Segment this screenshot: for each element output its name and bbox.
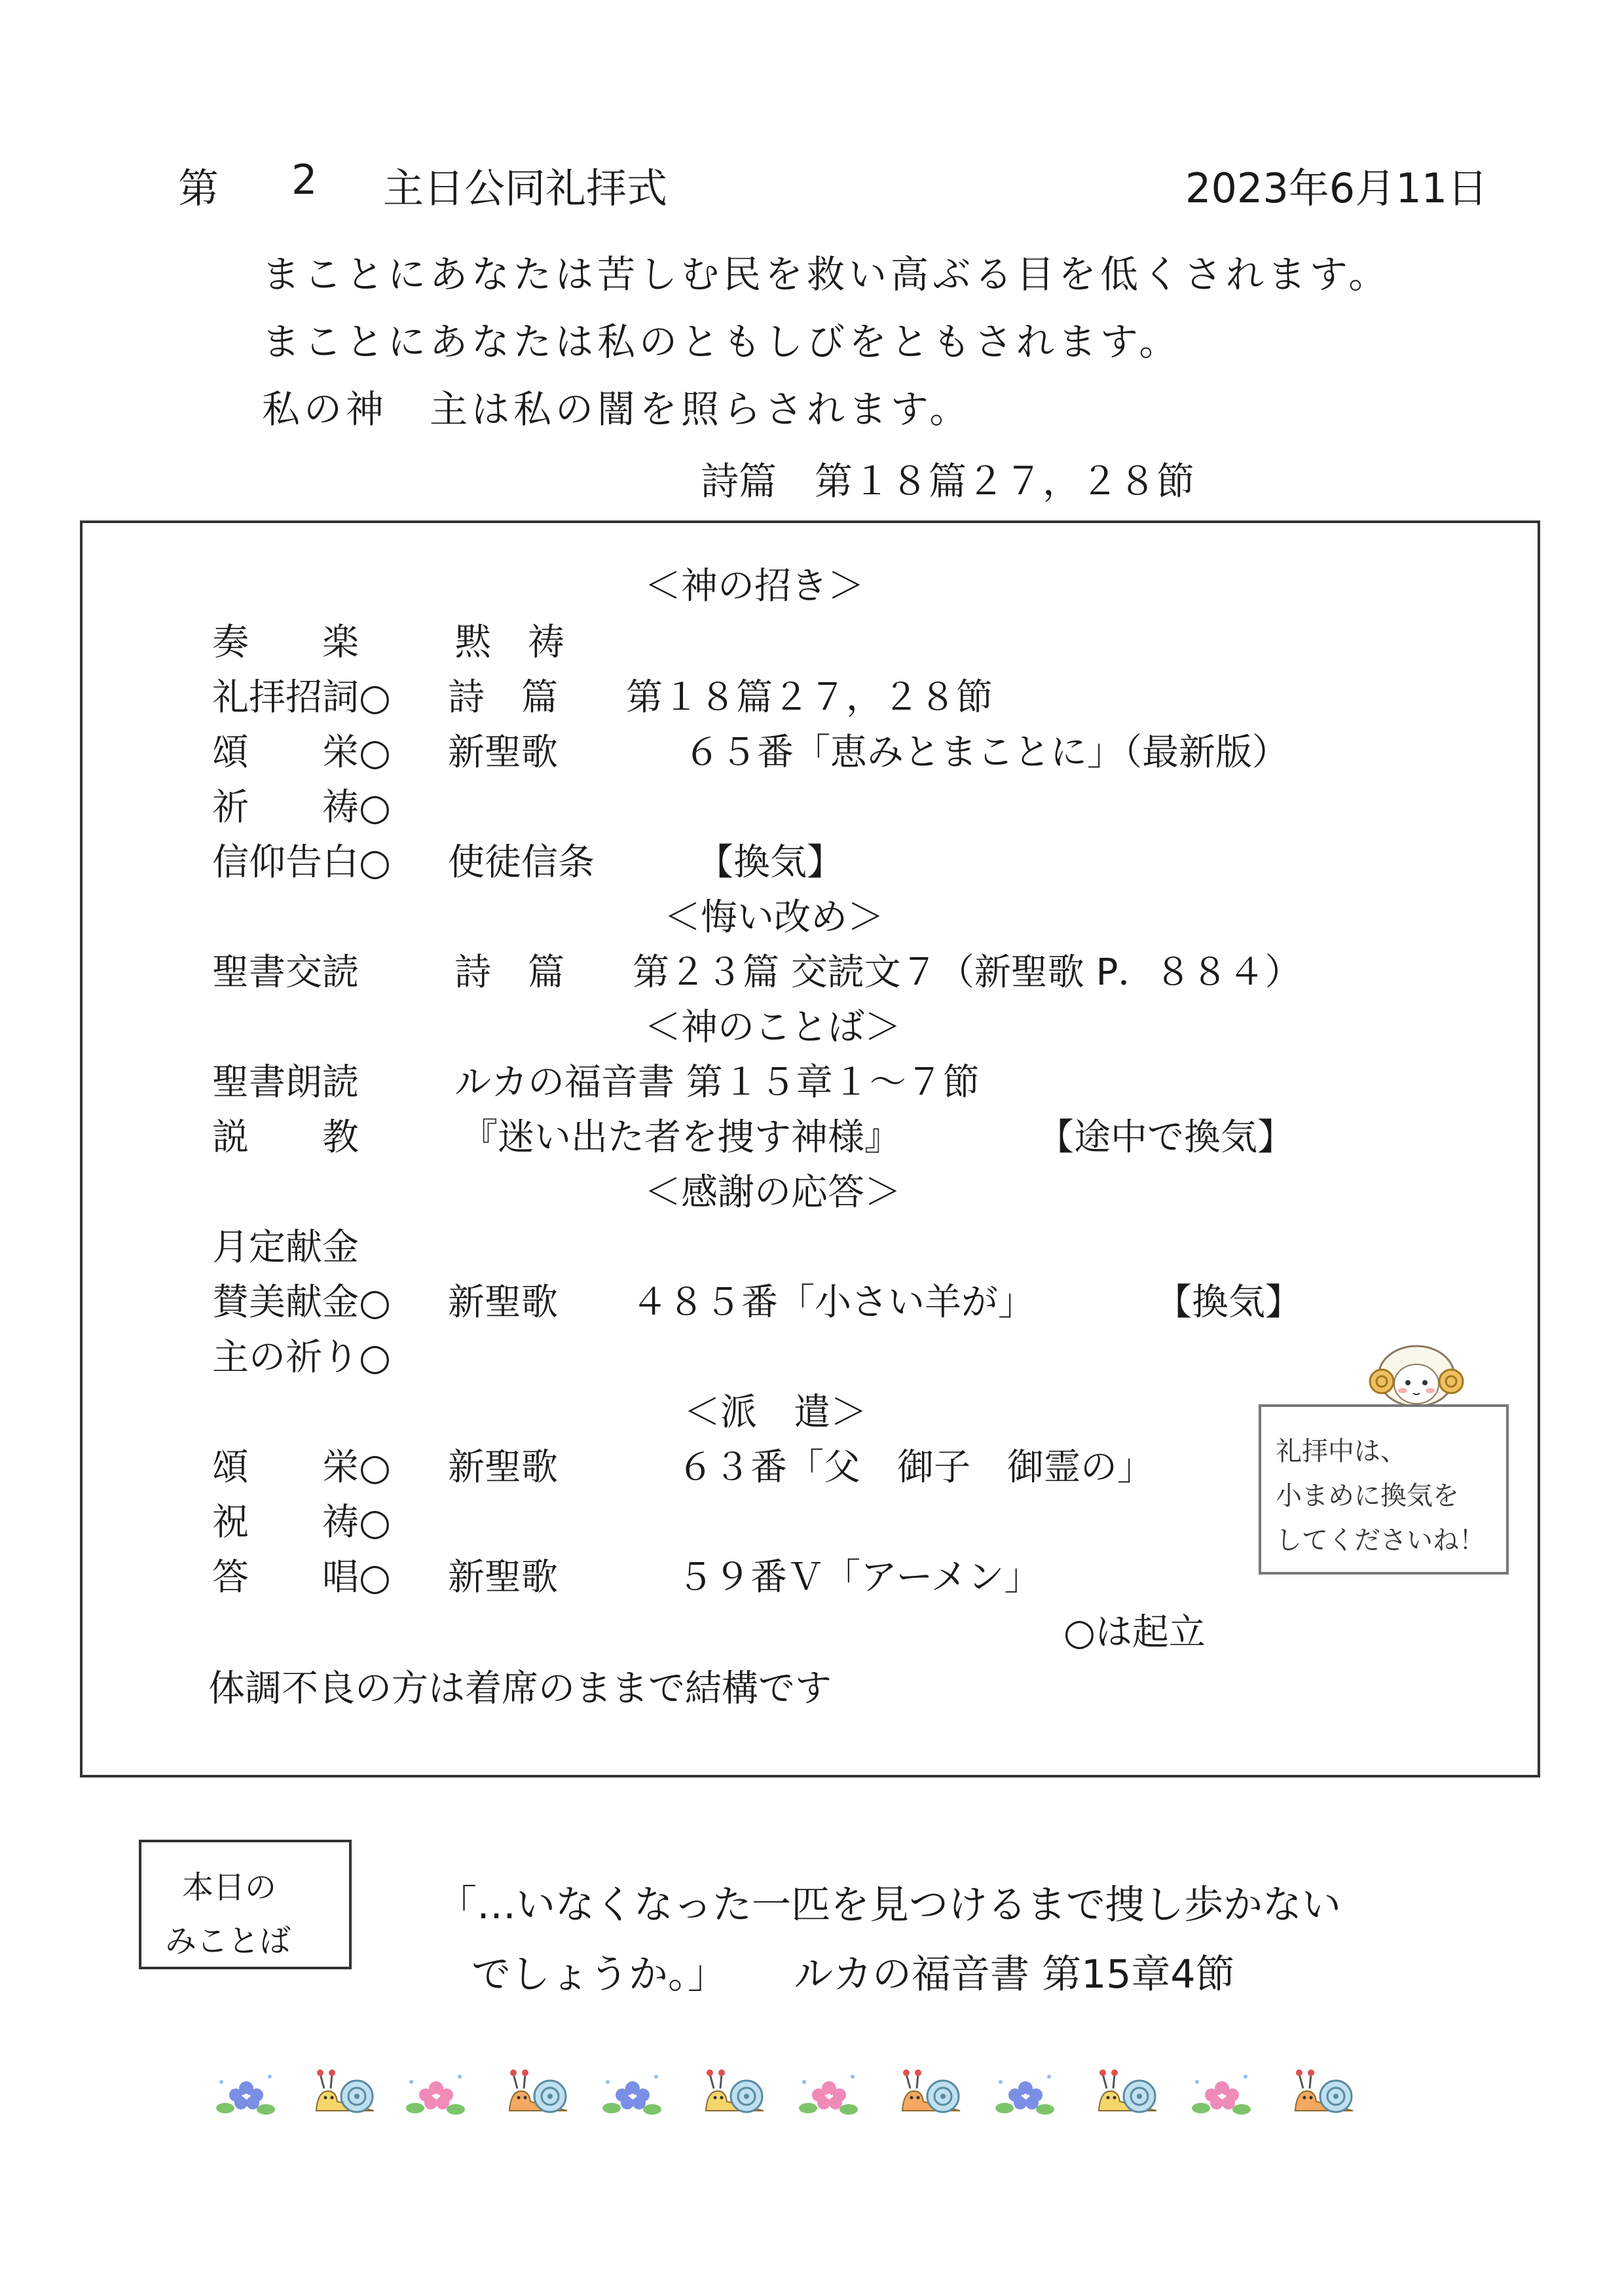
row-detail: 新聖歌	[448, 731, 558, 774]
today-word-reference: ルカの福音書 第15章4節	[794, 1952, 1235, 1997]
section-invitation: ＜神の招き＞	[644, 565, 864, 608]
verse-reference: 詩篇 第１８篇２７，２８節	[701, 459, 1195, 503]
today-word-label-box	[139, 1840, 352, 1969]
row-detail: 詩 篇	[448, 676, 558, 719]
service-title: 主日公同礼拝式	[383, 164, 668, 212]
row-detail: ５９番Ｖ「アーメン」	[677, 1556, 1041, 1599]
row-label: 主の祈り○	[212, 1336, 391, 1379]
row-detail: ４８５番「小さい羊が」	[631, 1281, 1035, 1324]
service-number: 2	[291, 156, 318, 204]
row-label: 聖書朗読	[212, 1061, 359, 1104]
row-label: 頌 栄○	[212, 731, 391, 774]
row-detail: 黙 祷	[454, 621, 564, 664]
row-label: 賛美献金○	[212, 1281, 391, 1324]
notice-line: 小まめに換気を	[1276, 1481, 1459, 1511]
ventilation-notice	[1259, 1404, 1509, 1575]
row-label: 信仰告白○	[212, 841, 391, 884]
verse-line: まことにあなたは苦しむ民を救い高ぶる目を低くされます。	[262, 252, 1391, 297]
section-sending: ＜派 遣＞	[684, 1391, 867, 1434]
today-word-quote: 「…いなくなった一匹を見つけるまで捜し歩かない	[437, 1882, 1341, 1928]
row-detail: 新聖歌	[448, 1556, 558, 1599]
row-detail: 第１８篇２７，２８節	[626, 676, 993, 719]
today-word-label: 本日の	[182, 1869, 277, 1906]
today-word-quote: でしょうか。」	[471, 1952, 727, 1997]
row-detail: 『迷い出た者を捜す神様』	[461, 1116, 901, 1159]
row-label: 祝 祷○	[212, 1501, 391, 1544]
verse-line: まことにあなたは私のともしびをともされます。	[262, 319, 1181, 364]
row-label: 月定献金	[212, 1226, 359, 1269]
sheep-icon	[1361, 1336, 1472, 1414]
health-note: 体調不良の方は着席のままで結構です	[208, 1667, 832, 1710]
row-detail: ６３番「父 御子 御霊の」	[677, 1446, 1154, 1489]
notice-line: 礼拝中は、	[1276, 1436, 1407, 1467]
row-detail: 【途中で換気】	[1037, 1116, 1294, 1159]
header-dai: 第	[178, 164, 219, 212]
row-label: 礼拝招詞○	[212, 676, 391, 719]
row-label: 頌 栄○	[212, 1446, 391, 1489]
verse-line: 私の神 主は私の闇を照らされます。	[262, 387, 972, 431]
row-label: 答 唱○	[212, 1556, 391, 1599]
section-repentance: ＜悔い改め＞	[664, 896, 884, 939]
row-label: 奏 楽	[212, 621, 359, 664]
row-detail: 使徒信条	[448, 841, 595, 884]
row-detail: 【換気】	[697, 841, 843, 884]
row-label: 説 教	[212, 1116, 359, 1159]
row-detail: 新聖歌	[448, 1281, 558, 1324]
today-word-label: みことば	[165, 1923, 291, 1959]
row-detail: ６５番「恵みとまことに」（最新版）	[684, 731, 1289, 774]
service-date: 2023年6月11日	[1185, 164, 1488, 212]
section-word: ＜神のことば＞	[644, 1006, 901, 1049]
row-detail: ルカの福音書 第１５章１～７節	[454, 1061, 980, 1104]
row-detail: 【換気】	[1155, 1281, 1302, 1324]
row-label: 祈 祷○	[212, 786, 391, 829]
row-detail: 新聖歌	[448, 1446, 558, 1489]
row-label: 聖書交読	[212, 951, 359, 994]
row-detail: 詩 篇	[454, 951, 564, 994]
order-of-service-box	[80, 520, 1540, 1777]
hydrangea-snail-border	[216, 2062, 1414, 2121]
standing-note: ○は起立	[1063, 1611, 1206, 1654]
notice-line: してくださいね！	[1276, 1525, 1485, 1556]
section-response: ＜感謝の応答＞	[644, 1171, 901, 1214]
row-detail: 第２３篇 交読文７（新聖歌 P．８８４）	[633, 951, 1302, 994]
